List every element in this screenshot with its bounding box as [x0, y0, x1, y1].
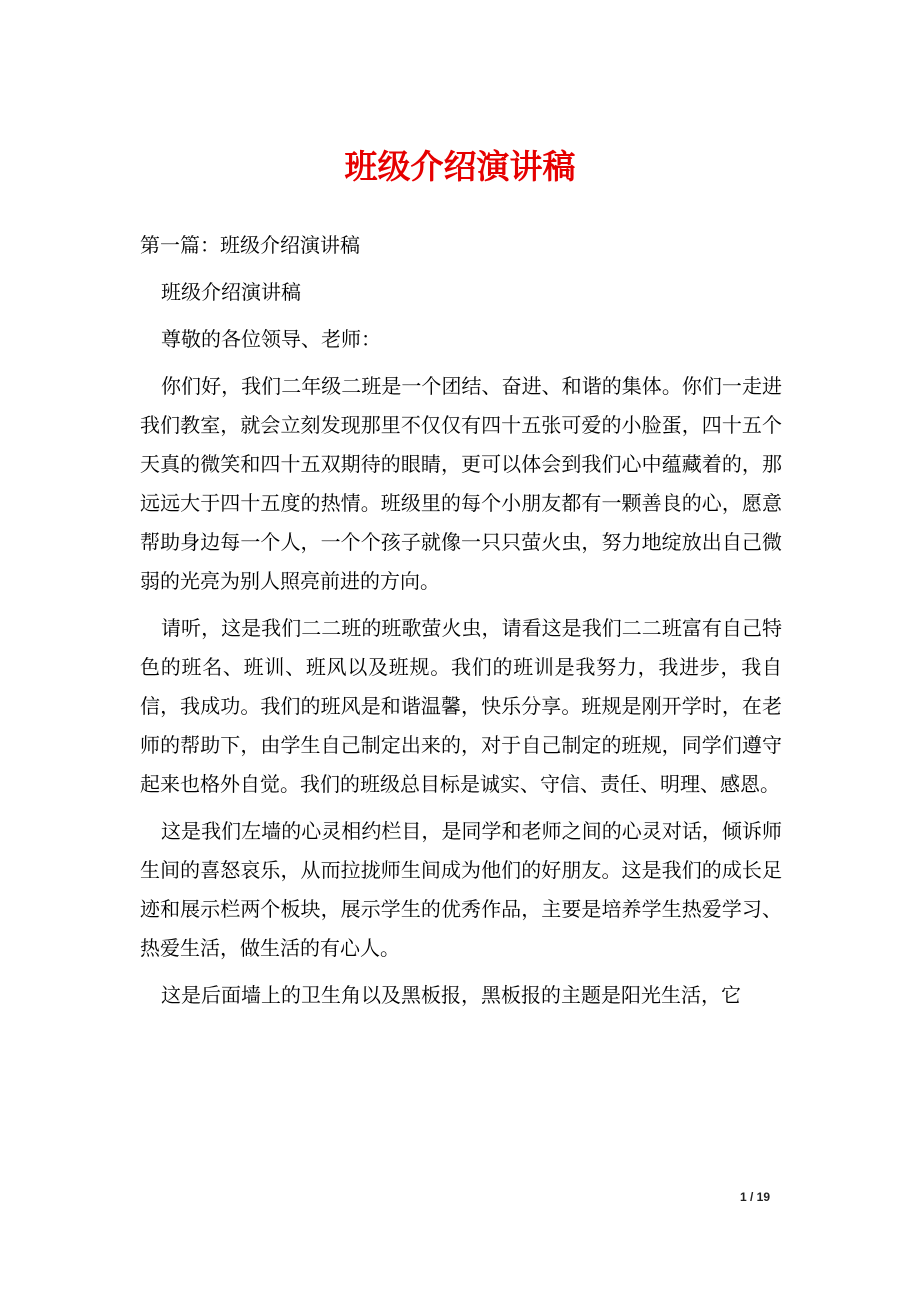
salutation: 尊敬的各位领导、老师： [161, 327, 381, 351]
paragraph: 这是后面墙上的卫生角以及黑板报，黑板报的主题是阳光生活，它 [161, 983, 741, 1007]
paragraph: 这是我们左墙的心灵相约栏目，是同学和老师之间的心灵对话，倾诉师生间的喜怒哀乐，从而拉拢师生间成为他们的好朋友。这是我们的成长足迹和展示栏两个板块，展示学生的优秀作品，主要是培养学生热爱学习、热爱生活，做生活的有心人。 [140, 819, 782, 960]
document-title: 班级介绍演讲稿 [344, 147, 576, 186]
document-body [140, 226, 782, 1023]
speech-subtitle: 班级介绍演讲稿 [161, 280, 301, 304]
page-number: 1 / 19 [740, 1190, 771, 1204]
paragraph: 请听，这是我们二二班的班歌萤火虫，请看这是我们二二班富有自己特色的班名、班训、班风以及班规。我们的班训是我努力，我进步，我自信，我成功。我们的班风是和谐温馨，快乐分享。班规是刚开学时，在老师的帮助下，由学生自己制定出来的，对于自己制定的班规，同学们遵守起来也格外自觉。我们的班级总目标是诚实、守信、责任、明理、感恩。 [140, 616, 782, 796]
paragraph: 你们好，我们二年级二班是一个团结、奋进、和谐的集体。你们一走进我们教室，就会立刻发现那里不仅仅有四十五张可爱的小脸蛋，四十五个天真的微笑和四十五双期待的眼睛，更可以体会到我们心中蕴藏着的，那远远大于四十五度的热情。班级里的每个小朋友都有一颗善良的心，愿意帮助身边每一个人，一个个孩子就像一只只萤火虫，努力地绽放出自己微弱的光亮为别人照亮前进的方向。 [140, 374, 782, 593]
section-heading: 第一篇：班级介绍演讲稿 [140, 233, 360, 257]
